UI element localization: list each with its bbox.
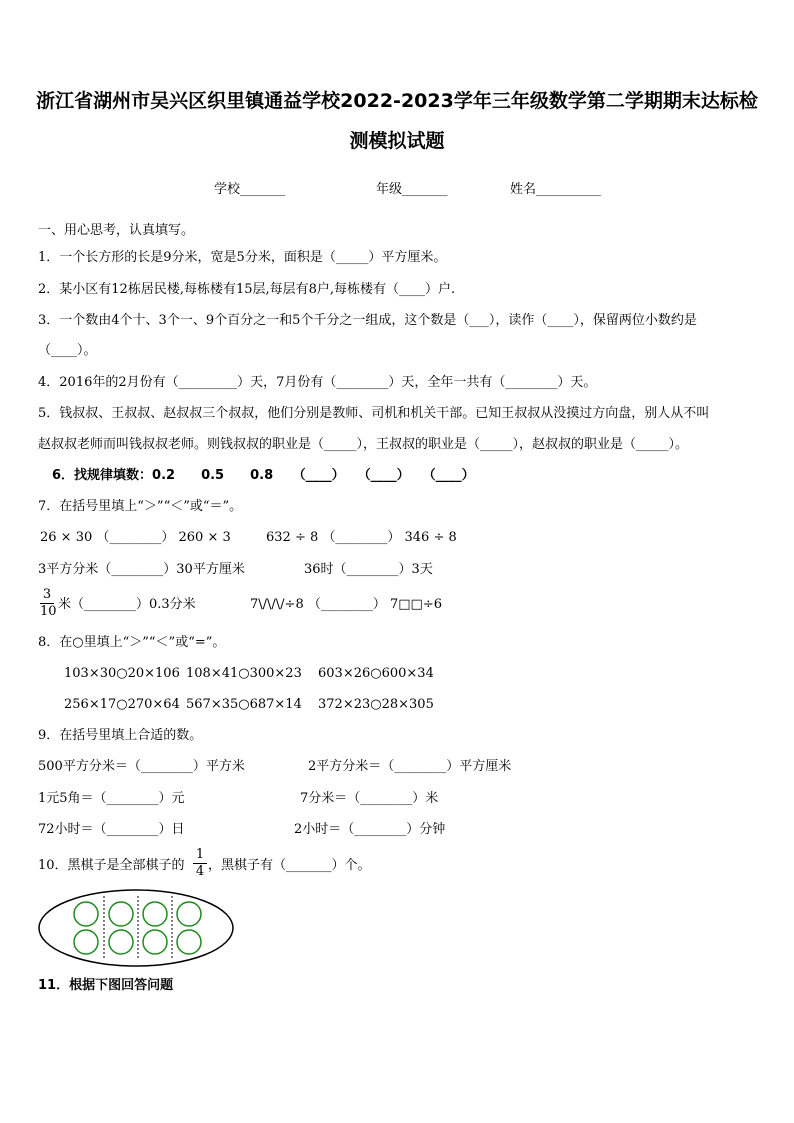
q8-compare-2: 108×41○300×23 xyxy=(186,666,302,681)
question-11: 11．根据下图回答问题 xyxy=(38,978,174,993)
question-10: 10．黑棋子是全部棋子的 xyxy=(38,858,185,873)
chess-piece xyxy=(109,930,133,954)
q9-fill-2: 2平方分米＝（________）平方厘米 xyxy=(308,759,512,774)
q8-compare-6: 372×23○28×305 xyxy=(318,697,434,712)
exam-title-line2: 测模拟试题 xyxy=(349,130,445,152)
question-8: 8．在○里填上“＞”“＜”或“=”。 xyxy=(38,635,226,650)
q8-compare-1: 103×30○20×106 xyxy=(64,666,180,681)
fraction-numerator: 1 xyxy=(195,847,205,862)
fraction-denominator: 10 xyxy=(40,604,57,619)
pieces-tray-ellipse xyxy=(39,890,233,966)
q8-compare-5: 567×35○687×14 xyxy=(186,697,302,712)
q7-compare-4: 36时（________）3天 xyxy=(304,562,433,577)
question-3: 3．一个数由4个十、3个一、9个百分之一和5个千分之一组成，这个数是（___），读作（____），保留两位小数约是 xyxy=(38,313,697,328)
q7-compare-3: 3平方分米（________）30平方厘米 xyxy=(38,562,245,577)
question-10-continued: ，黑棋子有（_______）个。 xyxy=(208,858,371,873)
q7-compare-1: 26 × 30 （________） 260 × 3 xyxy=(40,530,231,545)
chess-piece xyxy=(143,930,167,954)
question-3-continued: （____）。 xyxy=(38,343,97,358)
question-2: 2．某小区有12栋居民楼,每栋楼有15层,每层有8户,每栋楼有（____）户. xyxy=(38,282,456,297)
q8-compare-4: 256×17○270×64 xyxy=(64,697,180,712)
chess-piece xyxy=(109,902,133,926)
q9-fill-5: 72小时＝（________）日 xyxy=(38,822,185,837)
chess-piece xyxy=(143,902,167,926)
fraction-numerator: 3 xyxy=(42,587,52,602)
q7-compare-6: 7\/\/\/÷8 （________） 7□□÷6 xyxy=(250,597,442,612)
q7-fraction xyxy=(40,587,57,619)
q9-fill-1: 500平方分米＝（________）平方米 xyxy=(38,759,245,774)
q9-fill-4: 7分米＝（________）米 xyxy=(300,791,439,806)
name-field[interactable]: 姓名__________ xyxy=(510,182,602,197)
chess-piece xyxy=(177,902,201,926)
q9-fill-3: 1元5角＝（________）元 xyxy=(38,791,185,806)
q7-compare-5: 米（________）0.3分米 xyxy=(58,597,196,612)
question-5-continued: 赵叔叔老师而叫钱叔叔老师。则钱叔叔的职业是（_____），王叔叔的职业是（_____），赵叔叔的职业是（_____）。 xyxy=(38,437,689,452)
fraction-denominator: 4 xyxy=(195,864,205,879)
section-heading: 一、用心思考，认真填写。 xyxy=(38,223,195,238)
q8-compare-3: 603×26○600×34 xyxy=(318,666,434,681)
exam-title-line1: 浙江省湖州市吴兴区织里镇通益学校2022-2023学年三年级数学第二学期期末达标检 xyxy=(36,90,758,112)
chess-piece xyxy=(177,930,201,954)
chess-pieces-diagram xyxy=(36,886,236,970)
question-9: 9．在括号里填上合适的数。 xyxy=(38,728,203,743)
question-4: 4．2016年的2月份有（_________）天，7月份有（________）天，全年一共有（________）天。 xyxy=(38,375,597,390)
q7-compare-2: 632 ÷ 8 （________） 346 ÷ 8 xyxy=(266,530,457,545)
q9-fill-6: 2小时＝（________）分钟 xyxy=(294,822,446,837)
question-1: 1．一个长方形的长是9分米，宽是5分米，面积是（_____）平方厘米。 xyxy=(38,250,447,265)
question-5: 5．钱叔叔、王叔叔、赵叔叔三个叔叔，他们分别是教师、司机和机关干部。已知王叔叔从没摸过方向盘，别人从不叫 xyxy=(38,406,710,421)
school-field[interactable]: 学校_______ xyxy=(214,182,286,197)
q10-fraction xyxy=(193,848,207,879)
chess-piece xyxy=(74,930,98,954)
grade-field[interactable]: 年级_______ xyxy=(376,182,448,197)
question-7: 7．在括号里填上“＞”“＜”或“＝”。 xyxy=(38,499,243,514)
chess-piece xyxy=(74,902,98,926)
question-6: 6．找规律填数：0.2 0.5 0.8 （____） （____） （____） xyxy=(52,468,475,483)
